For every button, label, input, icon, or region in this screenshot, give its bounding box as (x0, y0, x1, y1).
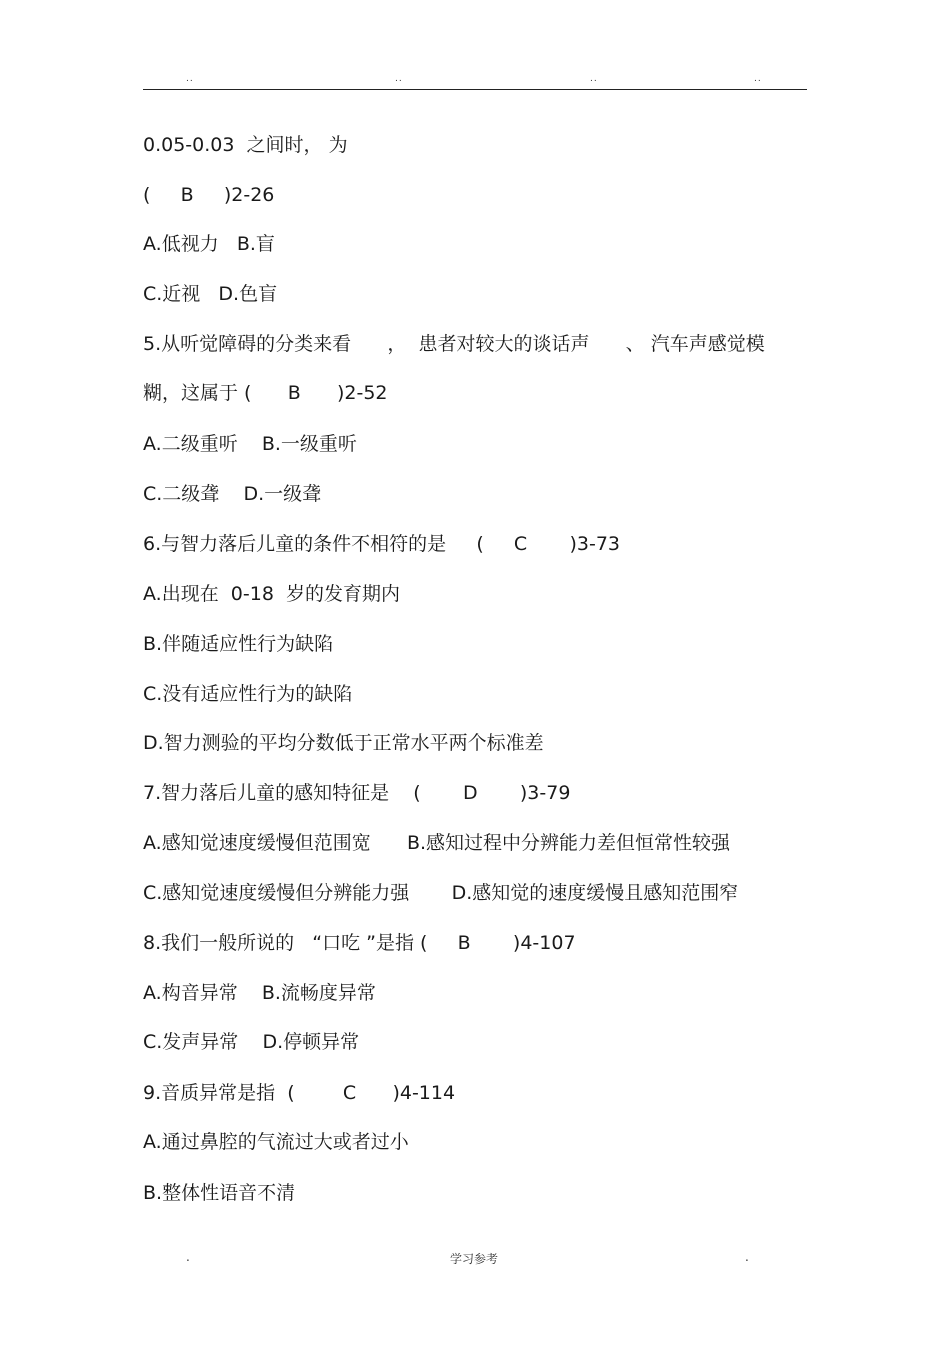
header-rule (143, 89, 807, 90)
text-line: 糊，这属于 ( B )2-52 (143, 382, 388, 404)
question-7: 7.智力落后儿童的感知特征是 ( D )3-79 (143, 782, 571, 804)
text-line: C.感知觉速度缓慢但分辨能力强 D.感知觉的速度缓慢且感知范围窄 (143, 882, 739, 904)
header-mark-4: .. (754, 74, 762, 84)
header-mark-2: .. (395, 74, 403, 84)
text-line: B.整体性语音不清 (143, 1182, 296, 1204)
text-line: C.发声异常 D.停顿异常 (143, 1031, 360, 1053)
question-8: 8.我们一般所说的 “口吃 ”是指 ( B )4-107 (143, 932, 576, 954)
text-line: C.二级聋 D.一级聋 (143, 483, 322, 505)
text-line: 0.05-0.03 之间时， 为 (143, 134, 348, 156)
question-9: 9.音质异常是指 ( C )4-114 (143, 1082, 456, 1104)
text-line: A.通过鼻腔的气流过大或者过小 (143, 1131, 409, 1153)
header-mark-1: .. (186, 74, 194, 84)
question-6: 6.与智力落后儿童的条件不相符的是 ( C )3-73 (143, 533, 621, 555)
text-line: D.智力测验的平均分数低于正常水平两个标准差 (143, 732, 544, 754)
text-line: ( B )2-26 (143, 184, 275, 206)
footer-right-mark: . (745, 1250, 749, 1264)
text-line: A.低视力 B.盲 (143, 233, 275, 255)
question-5: 5.从听觉障碍的分类来看 ， 患者对较大的谈话声 、 汽车声感觉模 (143, 333, 765, 355)
text-line: A.构音异常 B.流畅度异常 (143, 982, 376, 1004)
footer-left-mark: . (186, 1250, 190, 1264)
text-line: C.近视 D.色盲 (143, 283, 278, 305)
text-line: A.感知觉速度缓慢但范围宽 B.感知过程中分辨能力差但恒常性较强 (143, 832, 731, 854)
text-line: A.二级重听 B.一级重听 (143, 433, 357, 455)
header-mark-3: .. (590, 74, 598, 84)
text-line: B.伴随适应性行为缺陷 (143, 633, 334, 655)
text-line: A.出现在 0-18 岁的发育期内 (143, 583, 400, 605)
text-line: C.没有适应性行为的缺陷 (143, 683, 353, 705)
footer-caption: 学习参考 (450, 1252, 499, 1266)
